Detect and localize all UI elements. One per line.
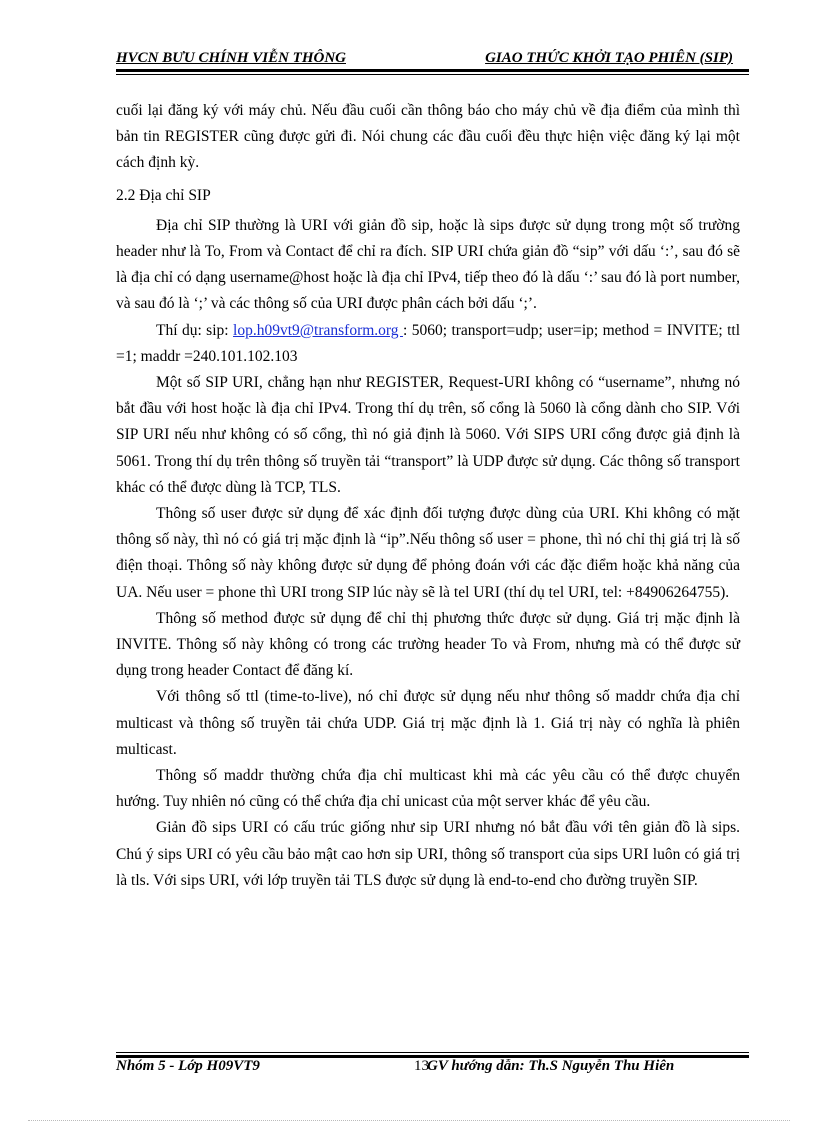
header-rule-thin <box>116 74 749 75</box>
example-prefix: Thí dụ: sip: <box>156 321 234 339</box>
paragraph-method-param: Thông số method được sử dụng để chỉ thị phương thức được sử dụng. Giá trị mặc định là INVITE. Thông số này không có trong các trường header To và From, nhưng mà có thể được sử dụng trong header Contact để đăng kí. <box>116 609 740 680</box>
page-footer <box>116 1058 749 1076</box>
paragraph-sip-address: Địa chỉ SIP thường là URI với giản đồ sip, hoặc là sips được sử dụng trong một số trường header như là To, From và Contact để chỉ ra đích. SIP URI chứa giản đồ “sip” với dấu ‘:’, sau đó sẽ là địa chỉ có dạng username@host hoặc là địa chỉ IPv4, tiếp theo đó là dấu ‘:’ sau đó là port number, và sau đó là ‘;’ và các thông số của URI được phân cách bởi dấu ‘;’. <box>116 216 740 313</box>
paragraph-sips-uri: Giản đồ sips URI có cấu trúc giống như sip URI nhưng nó bắt đầu với tên giản đồ là sips. Chú ý sips URI có yêu cầu bảo mật cao hơn sip URI, thông số transport của sips URI luôn có giá trị là tls. Với sips URI, với lớp truyền tải TLS được sử dụng là end-to-end cho đường truyền SIP. <box>116 819 740 889</box>
footer-rule-thin <box>116 1052 749 1053</box>
example-sip-link[interactable]: lop.h09vt9@transform.org <box>233 321 403 339</box>
header-right-title: GIAO THỨC KHỞI TẠO PHIÊN (SIP) <box>485 50 733 66</box>
page-header <box>116 50 749 66</box>
paragraph-request-uri: Một số SIP URI, chẳng hạn như REGISTER, Request-URI không có “username”, nhưng nó bắt đầu với host hoặc là địa chỉ IPv4. Trong thí dụ trên, số cổng là 5060 là cổng dành cho SIP. Với SIP URI nếu như không có số cổng, thì nó giả định là 5060. Với SIPS URI cổng được giả định là 5061. Trong thí dụ trên thông số truyền tải “transport” là UDP được sử dụng. Các thông số transport khác có thể được dùng là TCP, TLS. <box>116 374 740 496</box>
footer-group: Nhóm 5 - Lớp H09VT9 <box>116 1058 260 1074</box>
footer-instructor: GV hướng dẫn: Th.S Nguyễn Thu Hiên <box>427 1058 675 1074</box>
example-suffix: : 5060; transport=udp; user=ip; method = INVITE; ttl =1; maddr =240.101.102.103 <box>116 321 741 365</box>
intro-paragraph: cuối lại đăng ký với máy chủ. Nếu đầu cuối cần thông báo cho máy chủ về địa điểm của mình thì bản tin REGISTER cũng được gửi đi. Nói chung các đầu cuối đều thực hiện việc đăng ký lại một cách định kỳ. <box>116 102 740 172</box>
example-paragraph <box>116 318 740 370</box>
section-title: 2.2 Địa chỉ SIP <box>116 186 211 204</box>
paragraph-maddr-param: Thông số maddr thường chứa địa chỉ multicast khi mà các yêu cầu có thể được chuyển hướng. Tuy nhiên nó cũng có thể chứa địa chỉ unicast của một server khác để yêu cầu. <box>116 767 740 811</box>
paragraph-ttl-param: Với thông số ttl (time-to-live), nó chỉ được sử dụng nếu như thông số maddr chứa địa chỉ multicast và thông số truyền tải chứa UDP. Giá trị mặc định là 1. Giá trị này có nghĩa là phiên multicast. <box>116 688 740 758</box>
header-left-title: HVCN BƯU CHÍNH VIỄN THÔNG <box>116 50 346 66</box>
page-number: 13 <box>414 1058 429 1074</box>
page-body <box>116 98 740 894</box>
paragraph-user-param: Thông số user được sử dụng để xác định đối tượng được dùng của URI. Khi không có mặt thông số này, thì nó có giá trị mặc định là “ip”.Nếu thông số user = phone, thì nó chỉ thị giá trị là số điện thoại. Thông số này không được sử dụng để phỏng đoán với các đặc điểm hoặc khả năng của UA. Nếu user = phone thì URI trong SIP lúc này sẽ là tel URI (thí dụ tel URI, tel: +84906264755). <box>116 505 740 601</box>
page-bottom-border <box>28 1120 790 1121</box>
